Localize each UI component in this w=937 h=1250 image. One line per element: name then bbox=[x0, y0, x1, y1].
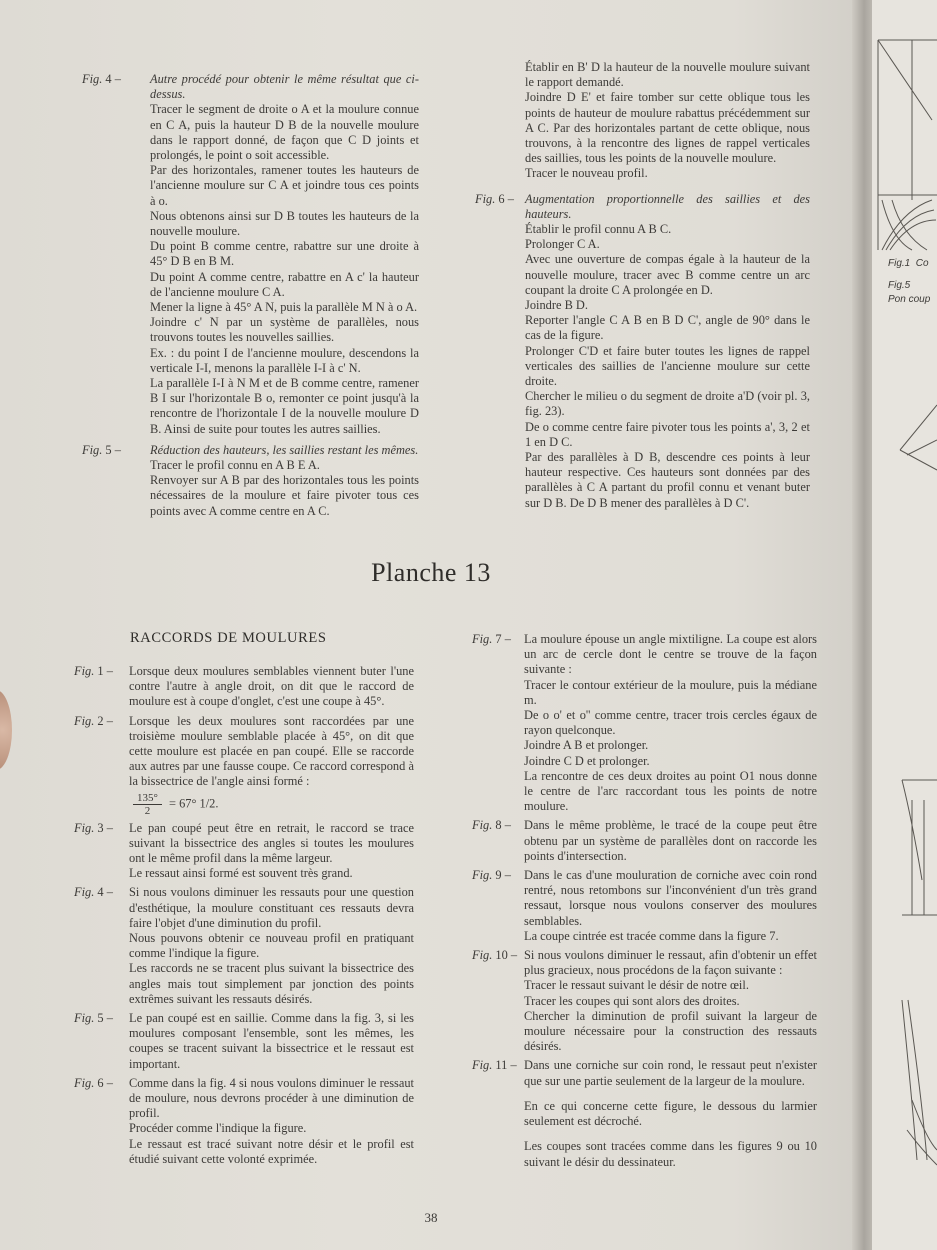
paragraph: Lorsque deux moulures semblables viennent buter l'une contre l'autre à angle droit, on dit que le raccord de moulure est à coupe d'onglet, c'est une coupe à 45°. bbox=[129, 664, 414, 709]
paragraph: La parallèle I-I à N M et de B comme centre, ramener B I sur l'horizontale B o, remonter ce point jusqu'à la rencontre de l'horizontale I de la nouvelle moulure D B. Ainsi de suite pour toutes les autres saillies. bbox=[150, 376, 419, 436]
paragraph: Joindre B D. bbox=[525, 298, 588, 313]
fig-label: Fig. 11 – bbox=[472, 1058, 517, 1073]
paragraph: Tracer le contour extérieur de la moulure, puis la médiane m. bbox=[524, 677, 817, 707]
paragraph: Avec une ouverture de compas égale à la hauteur de la nouvelle moulure, tracer avec B comme centre un arc coupant la droite C A prolongée en D. bbox=[525, 252, 810, 297]
fig-label: Fig. 1 – bbox=[74, 664, 113, 678]
paragraph: Joindre D E' et faire tomber sur cette oblique tous les points de hauteur de moulure rabattus précédemment sur A C. Par des horizontales partant de cette oblique, nous trouvons, à la rencontre des lignes de rappel verticales des saillies, tous les points de la nouvelle moulure. bbox=[525, 90, 810, 166]
fraction-denominator: 2 bbox=[144, 804, 151, 817]
fig-label: Fig. 3 – bbox=[74, 820, 113, 835]
paragraph: Comme dans la fig. 4 si nous voulons diminuer le ressaut de moulure, nous devrons procéder à une diminution de profil. bbox=[129, 1075, 414, 1121]
bottom-right-column bbox=[472, 632, 817, 1174]
paragraph: Les coupes sont tracées comme dans les figures 9 ou 10 suivant le désir du dessinateur. bbox=[524, 1139, 817, 1169]
fig-label: Fig. 5 – bbox=[82, 442, 121, 457]
paragraph: De o o' et o'' comme centre, tracer trois cercles égaux de rayon quelconque. bbox=[524, 708, 817, 738]
continued-entry bbox=[475, 60, 810, 182]
fig-label: Fig. 8 – bbox=[472, 818, 511, 833]
paragraph: Si nous voulons diminuer le ressaut, afin d'obtenir un effet plus gracieux, nous procédons de la façon suivante : bbox=[524, 948, 817, 978]
paragraph: Prolonger C A. bbox=[525, 237, 600, 252]
paragraph: Si nous voulons diminuer les ressauts pour une question d'esthétique, la moulure constituant ces ressauts devra faire l'objet d'une diminution du profil. bbox=[129, 885, 414, 930]
fig-label: Fig. 2 – bbox=[74, 713, 113, 728]
paragraph: Reporter l'angle C A B en B D C', angle de 90° dans le cas de la figure. bbox=[525, 313, 810, 343]
fraction-line bbox=[129, 792, 414, 817]
paragraph: Dans le même problème, le tracé de la coupe peut être obtenu par un système de parallèles dont on raccorde les points d'intersection. bbox=[524, 818, 817, 863]
fig-5-subcaption: Pon coup bbox=[888, 294, 931, 305]
facing-page-drawings bbox=[872, 0, 937, 1250]
paragraph: Joindre A B et prolonger. bbox=[524, 738, 649, 753]
fig-10-entry bbox=[472, 948, 817, 1054]
fig-4-entry bbox=[74, 885, 414, 1007]
fig-label: Fig. 6 – bbox=[74, 1075, 113, 1090]
fraction bbox=[133, 792, 162, 817]
paragraph: Le ressaut est tracé suivant notre désir et le profil est étudié suivant cette volonté exprimée. bbox=[129, 1136, 414, 1166]
paragraph: Tracer les coupes qui sont alors des droites. bbox=[524, 993, 740, 1008]
paragraph: Tracer le segment de droite o A et la moulure connue en C A, puis la hauteur D B de la nouvelle moulure dans le rapport donné, de façon que C D joints et prolongés, le point o soit accessible. bbox=[150, 102, 419, 163]
paragraph: Nous obtenons ainsi sur D B toutes les hauteurs de la nouvelle moulure. bbox=[150, 208, 419, 239]
paragraph: La moulure épouse un angle mixtiligne. La coupe est alors un arc de cercle dont le centre se trouve de la façon suivante : bbox=[524, 632, 817, 677]
fig-label: Fig. 4 – bbox=[74, 885, 113, 900]
paragraph: Établir le profil connu A B C. bbox=[525, 222, 672, 237]
top-right-column bbox=[475, 60, 810, 515]
bottom-left-column bbox=[74, 664, 414, 1171]
paragraph: La coupe cintrée est tracée comme dans la figure 7. bbox=[524, 928, 779, 943]
paragraph: Lorsque les deux moulures sont raccordées par une troisième moulure semblable placée à 45°, on dit que cette moulure est placée en pan coupé. Elle se raccorde aux autres par une fausse coupe. Ce raccord correspond à la bissectrice de l'angle ainsi formé : bbox=[129, 713, 414, 789]
paragraph: Ex. : du point I de l'ancienne moulure, descendons la verticale I-I, menons la parallèle I-I à c' N. bbox=[150, 345, 419, 375]
fig-label: Fig. 5 – bbox=[74, 1011, 113, 1026]
fig-1-entry bbox=[74, 664, 414, 710]
section-title: RACCORDS DE MOULURES bbox=[130, 630, 327, 646]
fraction-result: = 67° 1/2. bbox=[169, 795, 219, 810]
fig-title: Autre procédé pour obtenir le même résultat que ci-dessus. bbox=[150, 72, 419, 102]
fig-label: Fig. 7 – bbox=[472, 632, 511, 646]
fig-6-entry bbox=[475, 192, 810, 511]
paragraph: Chercher le milieu o du segment de droite a'D (voir pl. 3, fig. 23). bbox=[525, 389, 810, 419]
paragraph: En ce qui concerne cette figure, le dessous du larmier seulement est décroché. bbox=[524, 1098, 817, 1129]
paragraph: Joindre C D et prolonger. bbox=[524, 753, 650, 768]
paragraph: La rencontre de ces deux droites au point O1 nous donne le centre de l'arc raccordant tous les points de notre moulure. bbox=[524, 768, 817, 814]
paragraph: Par des parallèles à D B, descendre ces points à leur hauteur respective. Ces hauteurs sont données par des parallèles à C A partant du profil connu et venant buter sur D B. De D B mener des parallèles à D C'. bbox=[525, 450, 810, 510]
fig-title: Réduction des hauteurs, les saillies restant les mêmes. bbox=[150, 442, 419, 457]
paragraph: Dans le cas d'une mouluration de corniche avec coin rond rentré, nous retombons sur l'inconvénient d'un très grand ressaut, lorsque nous voulons conserver des moulures semblables. bbox=[524, 868, 817, 928]
paragraph: Le pan coupé peut être en retrait, le raccord se trace suivant la bissectrice des angles si toutes les moulures ont le même profil dans la même largeur. bbox=[129, 820, 414, 866]
paragraph: Mener la ligne à 45° A N, puis la parallèle M N à o A. bbox=[150, 300, 418, 315]
paragraph: De o comme centre faire pivoter tous les points a', 3, 2 et 1 en D C. bbox=[525, 419, 810, 449]
fig-5-entry bbox=[82, 443, 419, 519]
paragraph: Tracer le nouveau profil. bbox=[525, 166, 648, 181]
fig-1-caption: Fig.1 Co bbox=[888, 258, 929, 269]
paragraph: Le ressaut ainsi formé est souvent très grand. bbox=[129, 866, 353, 881]
fig-7-entry bbox=[472, 632, 817, 814]
paragraph: Tracer le profil connu en A B E A. bbox=[150, 458, 320, 473]
paragraph: Le pan coupé est en saillie. Comme dans la fig. 3, si les moulures composant l'ensemble, sont les mêmes, les coupes se tracent suivant la bissectrice et le ressaut est important. bbox=[129, 1011, 414, 1071]
paragraph: Procéder comme l'indique la figure. bbox=[129, 1121, 307, 1136]
fig-11-entry bbox=[472, 1058, 817, 1169]
fig-label: Fig. 6 – bbox=[475, 191, 514, 206]
paragraph: Dans une corniche sur coin rond, le ressaut peut n'exister que sur une partie seulement de la largeur de la moulure. bbox=[524, 1058, 817, 1088]
paragraph: Par des horizontales, ramener toutes les hauteurs de l'ancienne moulure sur C A et joindre tous ces points à o. bbox=[150, 163, 419, 208]
top-left-column bbox=[82, 72, 419, 523]
paragraph: Les raccords ne se tracent plus suivant la bissectrice des angles mais tout simplement par jonction des points extrêmes suivant les ressauts désirés. bbox=[129, 961, 414, 1006]
fig-4-entry bbox=[82, 72, 419, 437]
fig-label: Fig. 4 – bbox=[82, 72, 121, 86]
paragraph: Du point B comme centre, rabattre sur une droite à 45° D B en B M. bbox=[150, 239, 419, 269]
paragraph: Joindre c' N par un système de parallèles, nous trouvons toutes les nouvelles saillies. bbox=[150, 315, 419, 345]
paragraph: Prolonger C'D et faire buter toutes les lignes de rappel verticales des saillies de l'ancienne moulure sur cette droite. bbox=[525, 343, 810, 389]
paragraph: Tracer le ressaut suivant le désir de notre œil. bbox=[524, 978, 749, 993]
paragraph: Renvoyer sur A B par des horizontales tous les points nécessaires de la moulure et faire pivoter tous ces points avec A comme centre en A C. bbox=[150, 473, 419, 518]
fig-3-entry bbox=[74, 821, 414, 882]
paragraph: Nous pouvons obtenir ce nouveau profil en pratiquant comme l'indique la figure. bbox=[129, 931, 414, 961]
fig-6-entry bbox=[74, 1076, 414, 1167]
fig-9-entry bbox=[472, 868, 817, 944]
paragraph: Du point A comme centre, rabattre en A c' la hauteur de l'ancienne moulure C A. bbox=[150, 269, 419, 299]
fig-8-entry bbox=[472, 818, 817, 864]
fraction-numerator: 135° bbox=[133, 792, 162, 805]
technical-drawing-icon bbox=[872, 0, 937, 1250]
fig-5-entry bbox=[74, 1011, 414, 1072]
fig-title: Augmentation proportionnelle des saillies et des hauteurs. bbox=[525, 191, 810, 221]
fig-2-entry bbox=[74, 714, 414, 817]
fig-label: Fig. 9 – bbox=[472, 868, 511, 883]
fig-5-caption: Fig.5 bbox=[888, 280, 911, 291]
page-number: 38 bbox=[424, 1210, 438, 1225]
fig-label: Fig. 10 – bbox=[472, 948, 518, 963]
paragraph: Chercher la diminution de profil suivant la largeur de moulure nécessaire pour la construction des ressauts désirés. bbox=[524, 1008, 817, 1054]
plate-title: Planche 13 bbox=[371, 558, 491, 587]
paragraph: Établir en B' D la hauteur de la nouvelle moulure suivant le rapport demandé. bbox=[525, 60, 810, 90]
